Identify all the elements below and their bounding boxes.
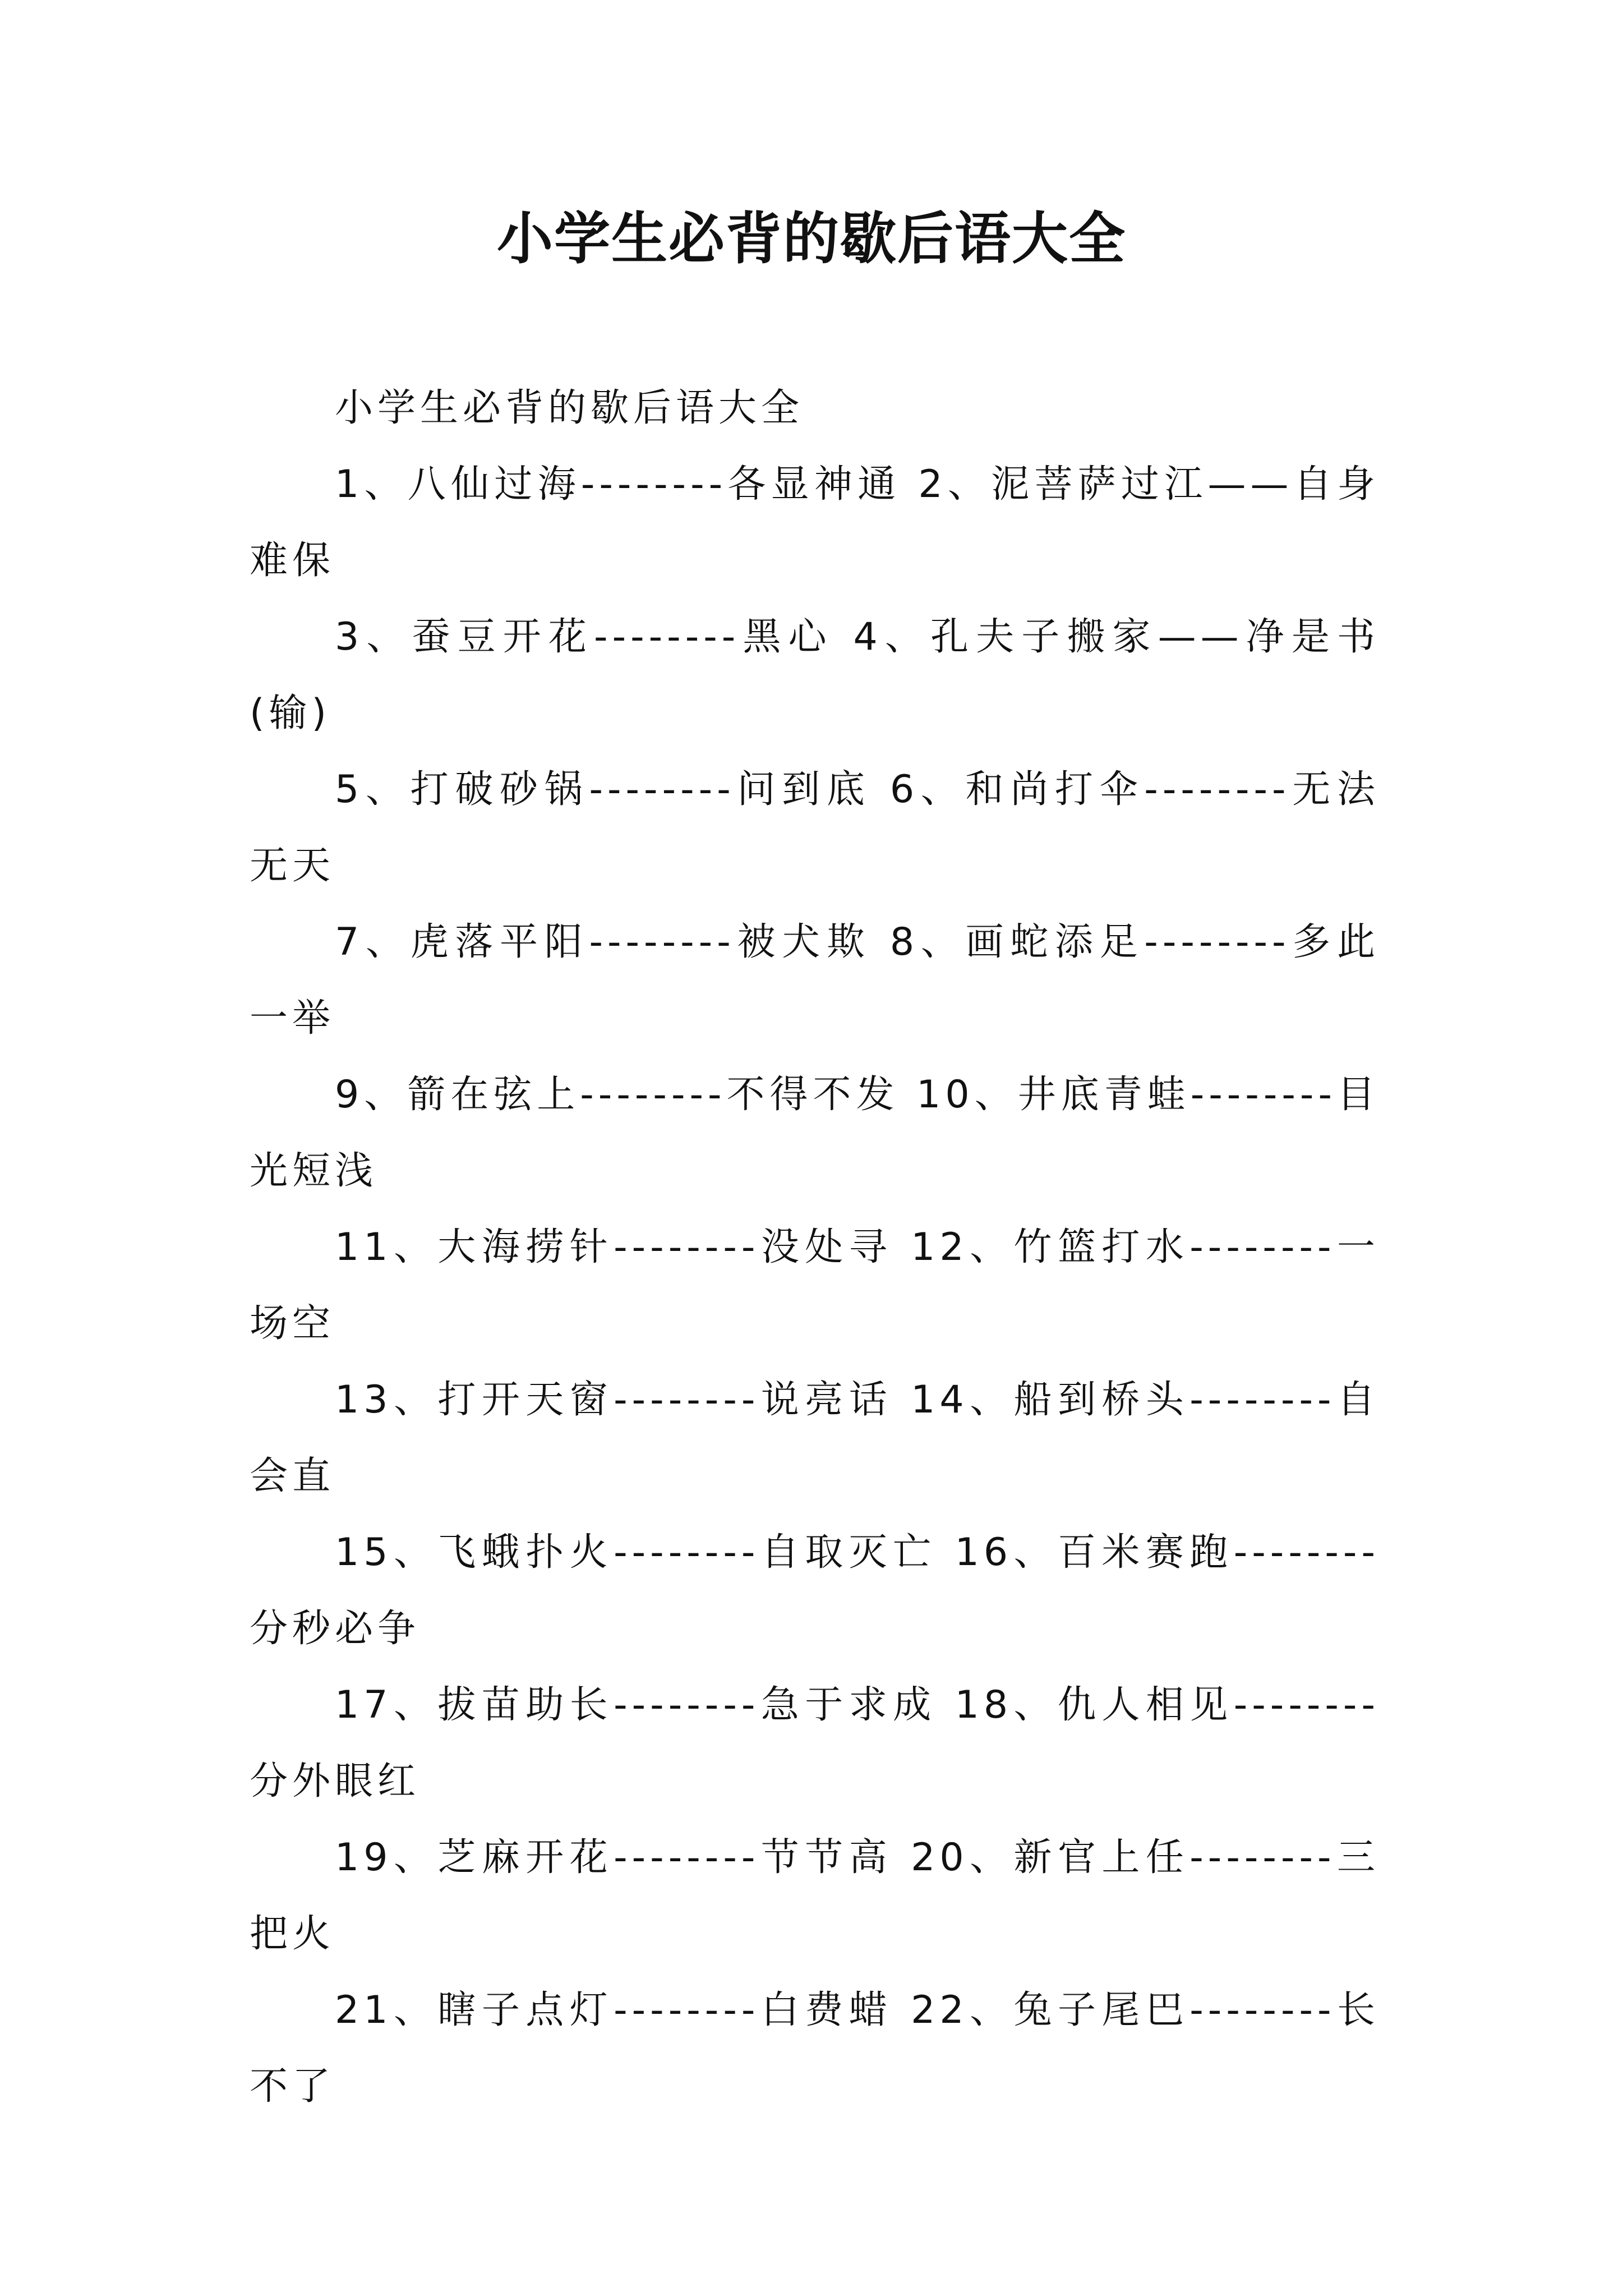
- proverb-paragraph: 9、箭在弦上--------不得不发 10、井底青蛙--------目光短浅: [250, 1073, 1380, 1193]
- proverb-paragraph: 19、芝麻开花--------节节高 20、新官上任--------三把火: [250, 1835, 1380, 1956]
- proverb-paragraph: 21、瞎子点灯--------白费蜡 22、兔子尾巴--------长不了: [250, 1988, 1380, 2109]
- proverb-paragraph: 13、打开天窗--------说亮话 14、船到桥头--------自会直: [250, 1378, 1380, 1498]
- subtitle-paragraph: 小学生必背的歇后语大全: [335, 386, 804, 430]
- page-title: 小学生必背的歇后语大全: [497, 205, 1126, 272]
- proverb-paragraph: 3、蚕豆开花--------黑心 4、孔夫子搬家——净是书(输): [250, 615, 1380, 735]
- proverb-paragraph: 15、飞蛾扑火--------自取灭亡 16、百米赛跑--------分秒必争: [250, 1530, 1380, 1651]
- proverb-paragraph: 11、大海捞针--------没处寻 12、竹篮打水--------一场空: [250, 1225, 1380, 1346]
- document-body: [250, 370, 1380, 2125]
- proverb-paragraph: 1、八仙过海--------各显神通 2、泥菩萨过江——自身难保: [250, 462, 1380, 583]
- proverb-paragraph: 7、虎落平阳--------被犬欺 8、画蛇添足--------多此一举: [250, 920, 1380, 1041]
- proverb-paragraph: 17、拔苗助长--------急于求成 18、仇人相见--------分外眼红: [250, 1683, 1380, 1803]
- proverb-paragraph: 5、打破砂锅--------问到底 6、和尚打伞--------无法无天: [250, 767, 1380, 888]
